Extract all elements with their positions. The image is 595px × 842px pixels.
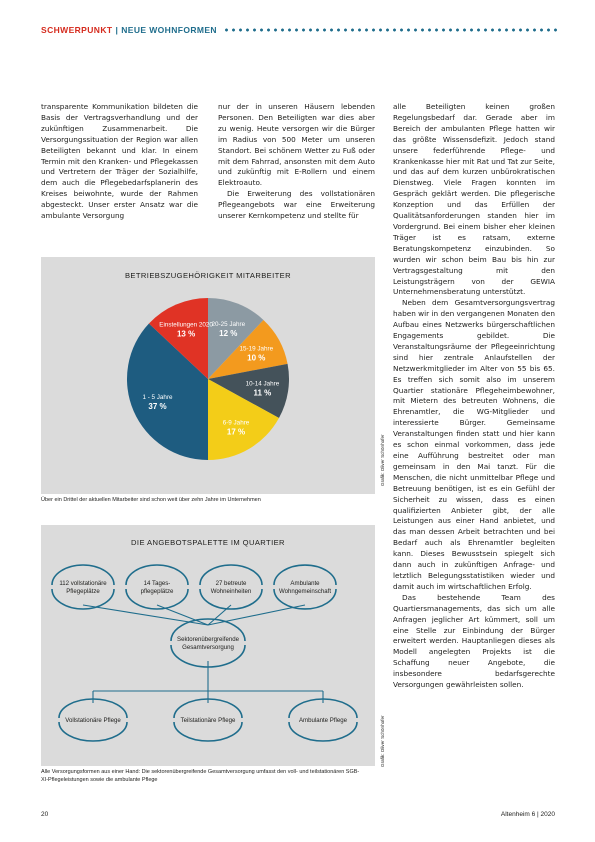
node-label: 14 Tages- (143, 579, 171, 587)
pie-slice-value: 37 % (148, 401, 167, 411)
chart-caption: Über ein Drittel der aktuellen Mitarbeiter sind schon weit über zehn Jahre im Unternehmen (41, 497, 261, 503)
pie-slice-label: 6-9 Jahre (222, 419, 250, 427)
care-node-teilstation-re-pflege (174, 699, 242, 741)
offer-node-112-vollstation-re-pflegepl-tze (52, 565, 114, 609)
pie-slice-value: 11 % (253, 388, 272, 398)
offer-node-ambulante-wohngemeinschaft (274, 565, 336, 609)
pie-slice-value: 13 % (176, 329, 196, 339)
node-label: Ambulante (290, 579, 320, 587)
node-label: 27 betreute (215, 579, 247, 587)
node-label: 112 vollstationäre (59, 579, 107, 587)
chart-title: BETRIEBSZUGEHÖRIGKEIT MITARBEITER (124, 271, 292, 280)
text-column-3 (393, 102, 555, 691)
node-label: Pflegeplätze (66, 588, 100, 596)
paragraph: Das bestehende Team des Quartiersmanagements, das sich um alle Anfragen jeglicher Art kümmert, soll um eine Stelle zur Einbindung der Bürger erweitert werden. Hauptanliegen dieses als Modell angelegten Projekts ist die Schaffung neuer Angebote, die insbesondere bedarfsgerechte Versorgungen gewährleisten sollen. (393, 592, 555, 690)
section-kicker (41, 25, 217, 35)
node-arc-bottom (59, 722, 127, 741)
diagram-caption: Alle Versorgungsformen aus einer Hand: Die sektorenübergreifende Gesamtversorgung umfasst den voll- und teilstationären SGB-XI-Pflegeleistungen sowie die ambulante Pflege (41, 769, 360, 783)
pie-slice-label: 10-14 Jahre (245, 380, 280, 388)
page-number: 20 (41, 811, 49, 818)
offer-node-14-tages-pflegepl-tze (126, 565, 188, 609)
node-label: Ambulante Pflege (298, 717, 348, 724)
header-dot-rule (223, 28, 561, 32)
center-node-gesamtversorgung (171, 619, 245, 667)
pie-slice-label: Einstellungen 2020 (159, 321, 213, 329)
text-column-2 (218, 102, 375, 222)
care-node-vollstation-re-pflege (59, 699, 127, 741)
diagram-title: DIE ANGEBOTSPALETTE IM QUARTIER (131, 538, 285, 547)
pie-slice-value: 10 % (247, 353, 266, 363)
kicker-separator: | (115, 25, 119, 35)
node-arc-bottom (289, 722, 357, 741)
pie-slice-label: 1 - 5 Jahre (142, 393, 173, 401)
pie-slice-label: 15-19 Jahre (239, 345, 274, 353)
image-credit: Grafik: Oliver Schönhofer (380, 434, 385, 486)
node-label: pflegeplätze (140, 588, 174, 596)
page-header (41, 22, 561, 38)
care-node-ambulante-pflege (289, 699, 357, 741)
pie-slice-label: 20-25 Jahre (211, 320, 246, 328)
paragraph: Neben dem Gesamtversorgungsvertrag haben wir in den vergangenen Monaten den Aufbau eines Netzwerks bürgerschaftlichen Engagements gebildet. Die Veranstaltungsräume der Pflegeeinrichtung sind hier zentrale Anlaufstellen der Netzwerkmitglieder im Alter von 55 bis 65. Es treffen sich somit also im unserem Quartier stationäre Pflegeheimbewohner, mit Mietern des betreuten Wohnens, die Ehrenamtler, die WG-Mitglieder und interessierte Bürger. Gemeinsame Veranstaltungen finden statt und hier kann es schon einmal vorkommen, dass jede eine Aufführung bestreitet oder man gemeinsam in den Mai tanzt. Für die Menschen, die nicht unmittelbar Pflege und Betreuung benötigen, ist es ein Gefühl der Sicherheit zu wissen, dass es einen qualifizierten Anbieter gibt, der alle Leistungen aus einer Hand anbietet, und das man dessen Arbeit betrachten und bei Bedarf auch als Ehrenamtler begleiten kann. Dieses Bewusstsein spiegelt sich dann auch in zukünftigen Anfrage- und letztlich Belegungsstatistiken wieder und damit auch im wirtschaftlichen Erfolg. (393, 298, 555, 591)
text-column-1 (41, 102, 198, 222)
node-label: Teilstationäre Pflege (180, 717, 236, 724)
image-credit: Grafik: Oliver Schönhofer (380, 715, 385, 767)
paragraph: alle Beteiligten keinen großen Regelungsbedarf dar. Gerade aber im Bereich der ambulanten Pflege hatten wir das größte Wissensdefizit. Jedoch stand unsere federführende Pflege- und Krankenkasse hier mit Rat und Tat zur Seite, und das auf dem kurzen unbürokratischen Dienstweg. Viele Fragen konnten im Gespräch geklärt werden. Die pflegerische Konzeption und das Erfüllen der Qualitätsanforderungen standen hier im Vordergrund. Bei einem bisher eher kleinen Träger ist es ratsam, externe Beratungskompetenz einzubinden. So wurden wir schon beim Bau bis hin zur Vertragsgestaltung mit den Leistungsträgern von der GEWIA Unternehmensberatung unterstützt. (393, 102, 555, 297)
node-label: Sektorenübergreifende (177, 635, 239, 643)
offer-node-27-betreute-wohneinheiten (200, 565, 262, 609)
node-label: Wohneinheiten (210, 588, 252, 596)
node-label: Vollstationäre Pflege (65, 717, 121, 724)
pie-chart (41, 257, 375, 494)
tenure-pie-chart-box (41, 257, 375, 494)
offer-diagram (41, 525, 375, 766)
section-name: SCHWERPUNKT (41, 25, 113, 35)
node-label: Gesamtversorgung (182, 644, 234, 652)
node-arc-bottom (174, 722, 242, 741)
pie-slice-value: 17 % (226, 427, 246, 437)
offer-diagram-box (41, 525, 375, 766)
topic-name: NEUE WOHNFORMEN (121, 25, 217, 35)
journal-issue: Altenheim 6 | 2020 (500, 811, 555, 818)
paragraph: nur der in unseren Häusern lebenden Personen. Den Beteiligten war dies aber zu wenig. Heute versorgen wir die Bürger im Radius von 500 Meter um unseren Standort. Bei schönem Wetter zu Fuß oder mit dem Fahrrad, ansonsten mit dem Auto und zukünftig mit E-Rollern und einem Elektroauto. (218, 102, 375, 188)
paragraph: Die Erweiterung des vollstationären Pflegeangebots war eine Erweiterung unserer Kernkompetenz und stellte für (218, 189, 375, 221)
node-label: Wohngemeinschaft (278, 588, 332, 596)
paragraph: transparente Kommunikation bildeten die Basis der Vertragsverhandlung und der zukünftigen Zusammenarbeit. Die Versorgungssituation der Region war allen Beteiligten bekannt und klar. In einem Termin mit den Kranken- und Pflegekassen und Vertretern der Träger der Sozialhilfe, dem auch die Pflegebedarfsplanerin des Kreises beiwohnte, wurde der Rahmen abgesteckt. Unser erster Ansatz war die ambulante Versorgung (41, 102, 198, 221)
pie-slice-value: 12 % (219, 328, 238, 338)
